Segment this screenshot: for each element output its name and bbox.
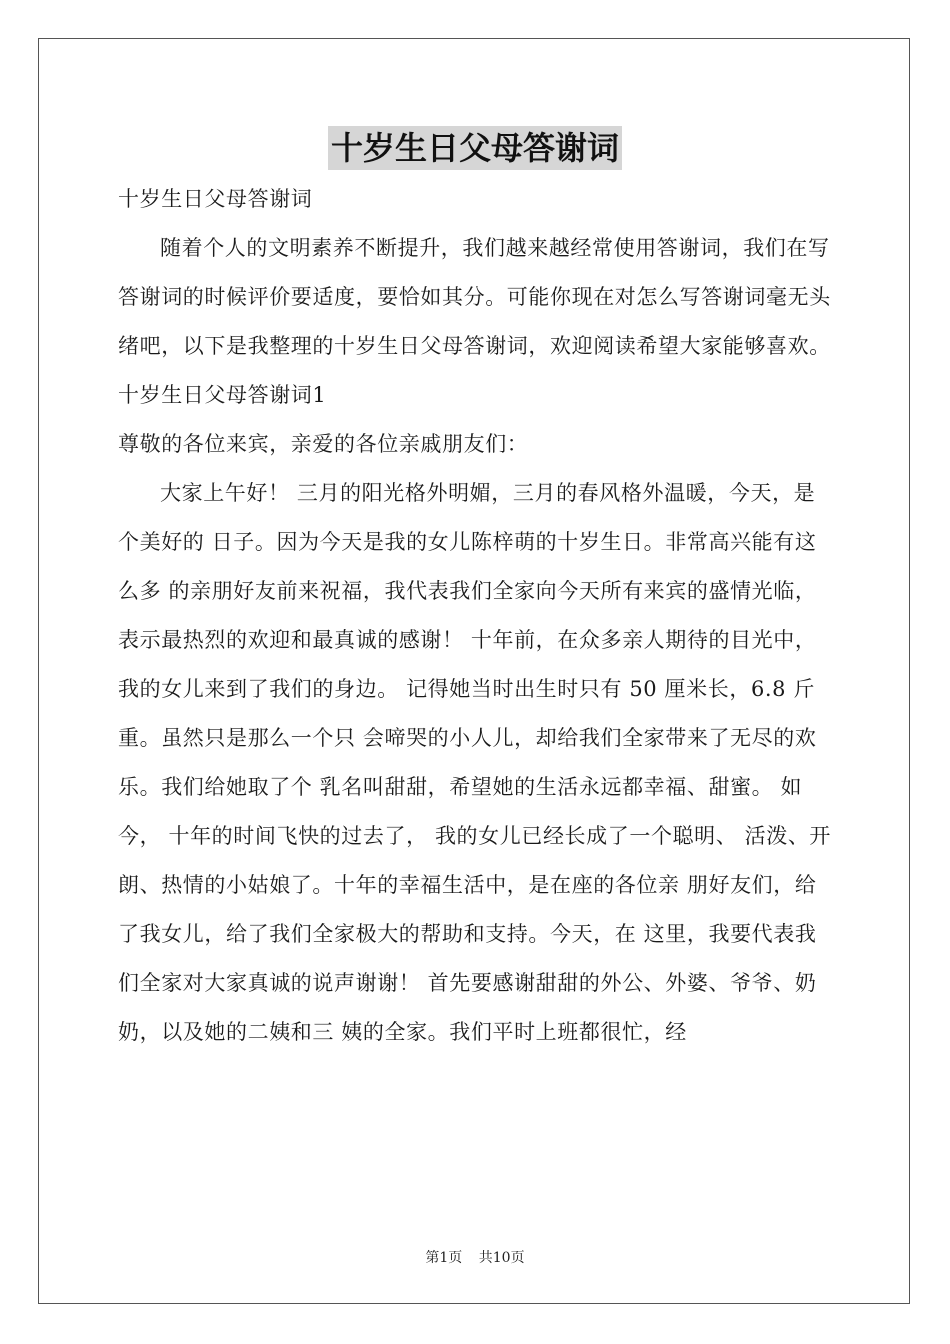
subtitle-paragraph: 十岁生日父母答谢词 [118, 187, 313, 211]
title-container [0, 126, 950, 170]
page-total: 共10页 [478, 1250, 525, 1266]
speech-paragraph: 大家上午好！ 三月的阳光格外明媚，三月的春风格外温暖，今天，是个美好的 日子。因为今天是我的女儿陈梓萌的十岁生日。非常高兴能有这么多 的亲朋好友前来祝福，我代表我们全家向今天所有来宾的盛情光临， 表示最热烈的欢迎和最真诚的感谢！ 十年前，在众多亲人期待的目光中， 我的女儿来到了我们的身边。 记得她当时出生时只有 50 厘米长，6.8 斤重。虽然只是那么一个只 会啼哭的小人儿，却给我们全家带来了无尽的欢乐。我们给她取了个 乳名叫甜甜，希望她的生活永远都幸福、甜蜜。 如今， 十年的时间飞快的过去了， 我的女儿已经长成了一个聪明、 活泼、开朗、热情的小姑娘了。十年的幸福生活中，是在座的各位亲 朋好友们，给了我女儿，给了我们全家极大的帮助和支持。今天，在 这里，我要代表我们全家对大家真诚的说声谢谢！ 首先要感谢甜甜的外公、外婆、爷爷、奶奶，以及她的二姨和三 姨的全家。我们平时上班都很忙，经 [118, 481, 832, 1044]
intro-paragraph: 随着个人的文明素养不断提升，我们越来越经常使用答谢词，我们在写答谢词的时候评价要适度，要恰如其分。可能你现在对怎么写答谢词毫无头绪吧，以下是我整理的十岁生日父母答谢词，欢迎阅读希望大家能够喜欢。 [118, 236, 831, 358]
page-footer [0, 1247, 950, 1267]
document-body [118, 175, 834, 1057]
salutation-paragraph: 尊敬的各位来宾，亲爱的各位亲戚朋友们： [118, 432, 529, 456]
section-heading: 十岁生日父母答谢词1 [118, 383, 327, 407]
document-title: 十岁生日父母答谢词 [328, 126, 622, 170]
page-number: 第1页 [425, 1250, 463, 1266]
